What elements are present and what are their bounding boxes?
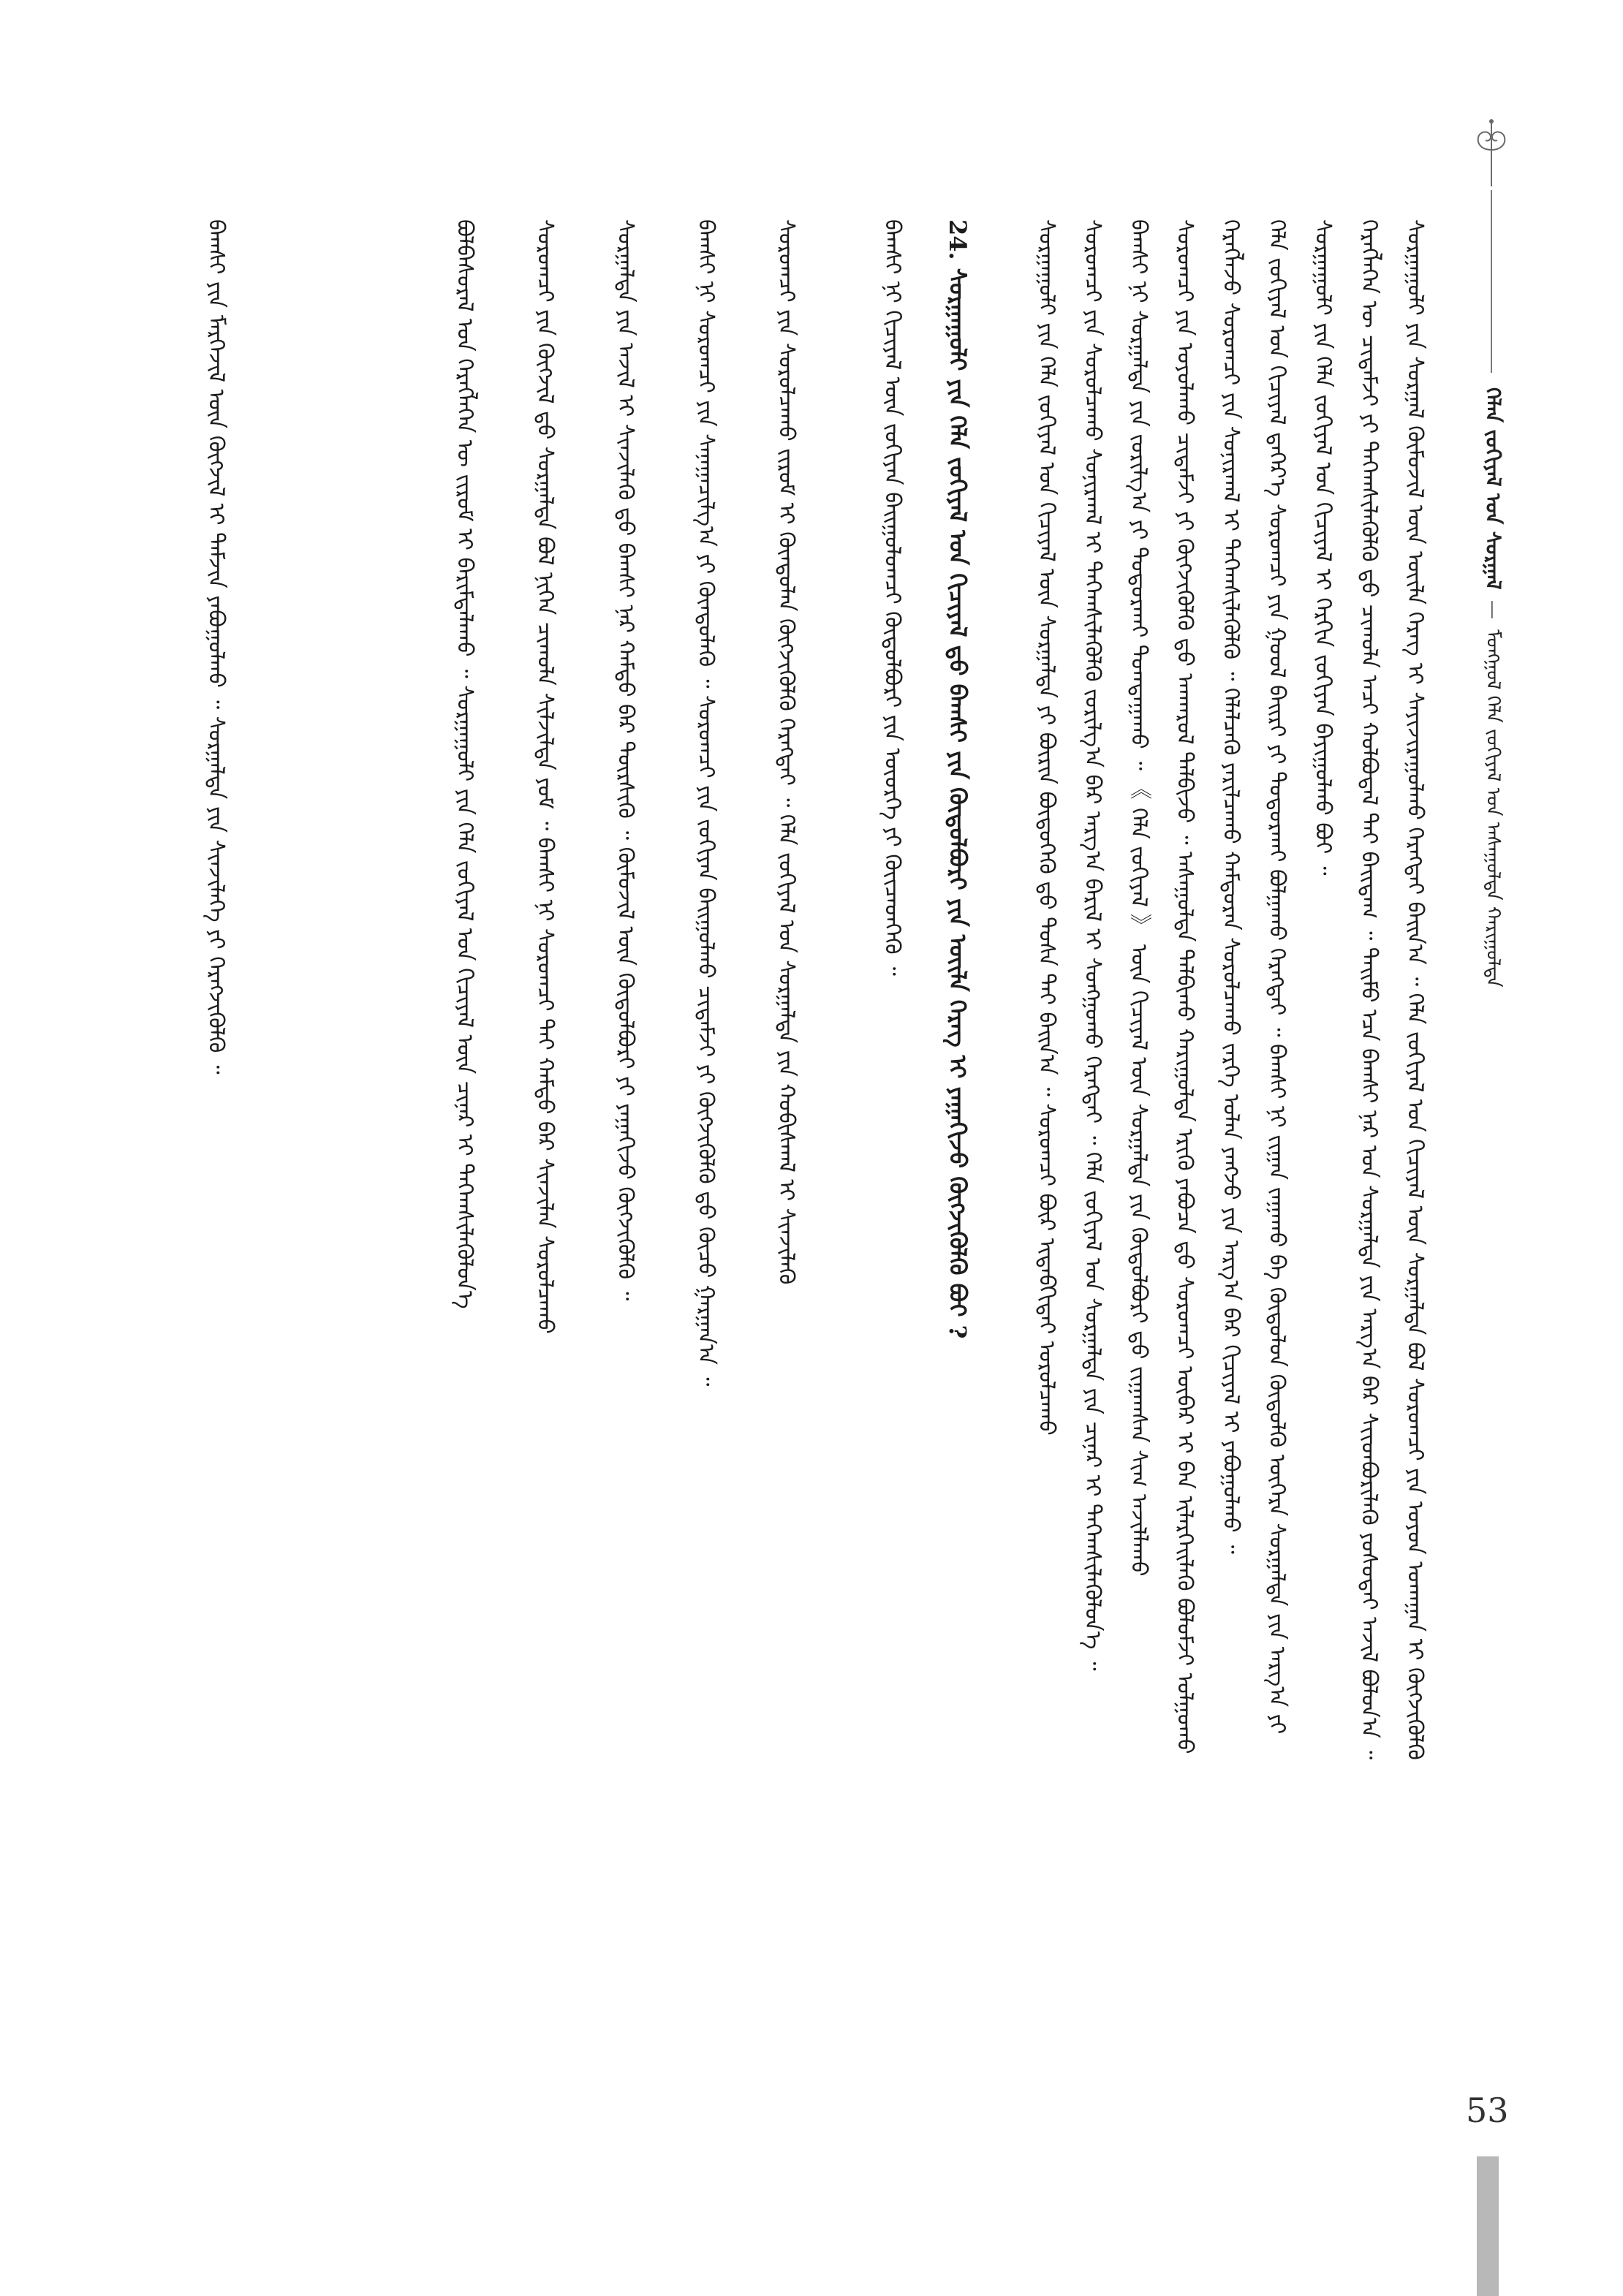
text-column: ᠰᠤᠷᠭᠠᠯᠲᠠ ᠶᠢᠨ ᠠᠵᠢᠯ ᠢ ᠰᠢᠨᠵᠢᠯᠡᠬᠦ ᠳ᠋ᠤ ᠪᠠᠭᠰᠢ ᠨᠠᠷ ᠬᠠᠮᠲᠤ ᠪᠡᠷ ᠲᠦᠷᠰᠢᠬᠦ ᠃ ᠬᠦᠮᠦᠵᠢᠯ ᠦᠨ ᠬᠥᠲᠦᠯᠪᠦᠷᠢ ᠶᠢ ᠶᠠᠭᠠᠬᠢᠵᠤ ᠬᠥᠭᠵᠢᠭᠦᠯᠬᠦ ᠃ (613, 219, 638, 1301)
text-column: ᠪᠠᠭᠰᠢ ᠨᠢ ᠰᠤᠷᠭᠠᠯᠲᠠ ᠶᠢᠨ ᠵᠣᠷᠢᠯᠭ᠎ᠠ ᠶᠢ ᠲᠣᠳᠣᠷᠬᠠᠢ ᠲᠣᠭᠲᠠᠭᠠᠬᠤ ᠃ 《 ᠬᠡᠯᠡ ᠵᠣᠬᠢᠶᠠᠯ 》 ᠦᠨ ᠬᠢᠴᠢᠶᠡᠯ ᠦᠨ ᠰᠤᠷᠭᠠᠯᠲᠠ ᠶᠢᠨ ᠬᠥᠲᠦᠯᠪᠦᠷᠢ ᠳ᠋ᠤ ᠵᠢᠭᠠᠭᠰᠠᠨ ᠰᠢᠭ᠋ ᠠᠵᠢᠯᠯᠠᠬᠤ (1126, 219, 1151, 1577)
text-column: ᠰᠤᠷᠤᠭᠴᠢ ᠶᠢᠨ ᠰᠤᠷᠤᠯᠴᠠᠬᠤ ᠵᠢᠷᠤᠮ ᠢ ᠬᠦᠨᠳᠦᠯᠡᠨ ᠬᠦᠭᠵᠢᠭᠦᠯᠬᠦ ᠬᠡᠷᠡᠭᠲᠡᠢ ᠃ ᠬᠡᠯᠡ ᠵᠣᠬᠢᠶᠠᠯ ᠤᠨ ᠰᠤᠷᠭᠠᠯᠲᠠ ᠶᠢᠨ ᠬᠤᠪᠢᠰᠬᠠᠯ ᠢ ᠰᠢᠨᠵᠢᠯᠡᠬᠦ (773, 219, 799, 1285)
chapter-title: ᠮᠣᠩᠭᠣᠯ ᠬᠡᠯᠡ ᠵᠣᠬᠢᠶᠠᠯ ᠤᠨ ᠠᠰᠠᠭᠤᠯᠲᠠ ᠬᠠᠷᠢᠭᠤᠯᠲᠠ (1482, 629, 1504, 988)
text-column: ᠪᠠᠭᠰᠢ ᠨᠢ ᠬᠢᠴᠢᠶᠡᠯ ᠦᠨ ᠵᠣᠬᠢᠶᠠᠨ ᠪᠠᠢᠭᠤᠯᠤᠭᠴᠢ ᠬᠥᠲᠦᠯᠪᠦᠷᠢ ᠶᠢᠨ ᠦᠦᠷᠭᠡ ᠶᠢ ᠭᠦᠢᠴᠡᠳᠬᠡᠬᠦ ᠃ (879, 219, 905, 976)
text-column: ᠪᠣᠯᠪᠠᠰᠤᠷᠠᠯ ᠤᠨ ᠬᠡᠷᠡᠭᠯᠡᠭᠡᠨ ᠦ ᠵᠢᠷᠤᠮ ᠢ ᠪᠠᠷᠢᠮᠲᠠᠯᠠᠬᠤ ᠃ ᠰᠤᠷᠭᠠᠭᠤᠯᠢ ᠶᠢᠨ ᠬᠡᠯᠡ ᠵᠣᠬᠢᠶᠠᠯ ᠤᠨ ᠬᠢᠴᠢᠶᠡᠯ ᠦᠨ ᠴᠢᠨᠠᠷ ᠢ ᠳᠡᠭᠡᠭ᠍ᠰᠢᠯᠡᠭᠦᠯᠦᠨ᠎ᠡ (452, 219, 477, 1309)
flourish-ornament-icon (1469, 117, 1513, 197)
header-text (1475, 387, 1511, 988)
text-column: ᠰᠤᠷᠭᠠᠭᠤᠯᠢ ᠶᠢᠨ ᠰᠤᠷᠭᠠᠯ ᠬᠦᠮᠦᠵᠢᠯ ᠦᠨ ᠦᠢᠯᠡ ᠬᠡᠷᠡᠭ ᠢ ᠰᠠᠶᠢᠵᠢᠷᠠᠭᠤᠯᠬᠤ ᠬᠡᠷᠡᠭᠲᠡᠢ ᠪᠠᠢᠨ᠎ᠠ ᠃ ᠬᠡᠯᠡ ᠵᠣᠬᠢᠶᠠᠯ ᠤᠨ ᠬᠢᠴᠢᠶᠡᠯ ᠦᠨ ᠰᠤᠷᠭᠠᠯᠲᠠ ᠪᠣᠯ ᠰᠤᠷᠤᠭᠴᠢ ᠶᠢᠨ ᠣᠶᠤᠨ ᠤᠬᠠᠭᠠᠨ ᠢ ᠬᠥᠭᠵᠢᠭᠦᠯᠬᠦ (1402, 219, 1428, 1760)
book-title: ᠬᠡᠯᠡᠨ ᠵᠣᠬᠢᠶᠠᠯ ᠤᠨ ᠰᠤᠷᠭᠠᠯ (1481, 387, 1505, 590)
text-column: ᠰᠤᠷᠤᠭᠴᠢ ᠶᠢᠨ ᠬᠥᠭᠵᠢᠯ ᠳ᠋ᠤ ᠰᠤᠷᠭᠠᠯᠲᠠ ᠪᠣᠯ ᠨᠢᠭᠡᠨ ᠴᠢᠬᠤᠯᠠ ᠰᠢᠯᠵᠢᠯᠲᠡ ᠶᠤᠮ ᠃ ᠪᠠᠭᠰᠢ ᠨᠢ ᠰᠤᠷᠤᠭᠴᠢ ᠲᠠᠢ ᠬᠠᠮᠲᠤ ᠪᠡᠷ ᠰᠢᠨᠵᠢᠯᠡᠨ ᠰᠤᠷᠤᠯᠴᠠᠬᠤ (532, 219, 558, 1334)
text-column: ᠬᠡᠯᠡ ᠵᠣᠬᠢᠶᠠᠯ ᠤᠨ ᠬᠢᠴᠢᠶᠡᠯ ᠳ᠋ᠡᠭᠡᠷ᠎ᠡ ᠰᠤᠷᠤᠭᠴᠢ ᠶᠢᠨ ᠭᠣᠣᠯ ᠪᠠᠢᠷᠢ ᠶᠢ ᠲᠣᠳᠣᠷᠬᠠᠢ ᠪᠣᠯᠭᠠᠬᠤ ᠬᠡᠷᠡᠭᠲᠡᠢ ᠃ ᠪᠠᠭᠰᠢ ᠨᠢ ᠵᠢᠭᠠᠨ ᠵᠠᠭᠠᠬᠤ ᠪᠠ ᠬᠥᠲᠦᠯᠦᠨ ᠬᠥᠲᠥᠯᠬᠦ ᠥᠭᠡᠷᠡ ᠰᠤᠷᠭᠠᠯᠲᠠ ᠶᠢᠨ ᠠᠷᠭ᠎ᠠ ᠶᠢ (1264, 219, 1290, 1735)
running-header (1469, 117, 1513, 1462)
question-heading: 24. ᠰᠤᠷᠭᠠᠭᠤᠯᠢ ᠶᠢᠨ ᠬᠡᠯᠡ ᠵᠣᠬᠢᠶᠠᠯ ᠤᠨ ᠬᠢᠴᠢᠶᠡᠯ ᠳ᠋ᠤ ᠪᠠᠭᠰᠢ ᠶᠢᠨ ᠬᠥᠲᠦᠯᠪᠦᠷᠢ ᠶᠢᠨ ᠦᠢᠯᠡ ᠬᠡᠷᠡᠭ ᠢ ᠶᠠᠭᠠᠬᠢᠵᠤ ᠬᠥᠭᠵᠢᠭᠦᠯᠬᠦ ᠪᠤᠢ ? (944, 219, 972, 1339)
page-edge-bar (1477, 2156, 1499, 2296)
header-rule (1491, 190, 1492, 373)
header-separator: — (1482, 599, 1504, 619)
body-text (186, 219, 1444, 2105)
text-column: ᠰᠤᠷᠭᠠᠭᠤᠯᠢ ᠶᠢᠨ ᠬᠡᠯᠡ ᠵᠣᠬᠢᠶᠠᠯ ᠤᠨ ᠬᠢᠴᠢᠶᠡᠯ ᠦᠨ ᠰᠤᠷᠭᠠᠯᠲᠠ ᠶᠢ ᠪᠦᠷᠢᠨ ᠪᠦᠲᠦᠭᠡᠬᠦ ᠳ᠋ᠤ ᠲᠤᠰᠠ ᠲᠠᠢ ᠪᠠᠢᠨ᠎ᠠ ᠃ ᠰᠤᠷᠤᠭᠴᠢ ᠪᠦᠷ ᠢᠳᠡᠪᠬᠢᠲᠡᠢ ᠣᠷᠣᠯᠴᠠᠬᠤ (1034, 219, 1059, 1436)
text-column: ᠪᠠᠭᠰᠢ ᠶᠢᠨ ᠮᠡᠷᠭᠡᠵᠢᠯ ᠦᠨ ᠬᠥᠭᠵᠢᠯ ᠢ ᠳᠡᠮᠵᠢᠨ ᠶᠠᠪᠤᠭᠤᠯᠬᠤ ᠃ ᠰᠤᠷᠭᠠᠯᠲᠠ ᠶᠢᠨ ᠰᠢᠨᠵᠢᠯᠡᠭᠡ ᠶᠢ ᠬᠡᠷᠡᠭᠵᠢᠭᠦᠯᠬᠦ ᠃ (203, 219, 229, 1075)
text-column: ᠪᠠᠭᠰᠢ ᠨᠢ ᠰᠤᠷᠤᠭᠴᠢ ᠶᠢᠨ ᠰᠠᠨᠠᠭᠠᠴᠢᠯᠭ᠎ᠠ ᠶᠢ ᠬᠦᠨᠳᠦᠯᠡᠬᠦ ᠃ ᠰᠤᠷᠤᠭᠴᠢ ᠶᠢᠨ ᠵᠣᠬᠢᠶᠠᠨ ᠪᠠᠢᠭᠤᠯᠬᠤ ᠴᠢᠳᠠᠮᠵᠢ ᠶᠢ ᠬᠥᠭᠵᠢᠭᠦᠯᠬᠦ ᠳ᠋ᠤ ᠬᠦᠴᠦ ᠭᠠᠷᠭᠠᠨ᠎ᠠ ᠃ (693, 219, 719, 1387)
text-column: ᠰᠤᠷᠤᠭᠴᠢ ᠶᠢᠨ ᠰᠤᠷᠤᠯᠴᠠᠬᠤ ᠰᠣᠨᠢᠷᠬᠠᠯ ᠢ ᠳᠡᠭᠡᠭ᠍ᠰᠢᠯᠡᠭᠦᠯᠬᠦ ᠵᠣᠷᠢᠯᠭ᠎ᠠ ᠪᠠᠷ ᠠᠷᠭ᠎ᠠ ᠪᠠᠷᠢᠯ ᠢ ᠰᠣᠩᠭᠣᠬᠤ ᠬᠡᠷᠡᠭᠲᠡᠢ ᠃ ᠬᠡᠯᠡ ᠵᠣᠬᠢᠶᠠᠯ ᠤᠨ ᠰᠤᠷᠭᠠᠯᠲᠠ ᠶᠢᠨ ᠴᠢᠨᠠᠷ ᠢ ᠳᠡᠭᠡᠭ᠍ᠰᠢᠯᠡᠭᠦᠯᠦᠨ᠎ᠡ ᠃ (1080, 219, 1105, 1671)
text-column: ᠰᠤᠷᠭᠠᠭᠤᠯᠢ ᠶᠢᠨ ᠬᠡᠯᠡ ᠵᠣᠬᠢᠶᠠᠯ ᠤᠨ ᠬᠢᠴᠢᠶᠡᠯ ᠢ ᠬᠡᠷᠬᠢᠨ ᠵᠣᠬᠢᠶᠠᠨ ᠪᠠᠶᠢᠭᠤᠯᠬᠤ ᠪᠤᠢ ᠃ (1310, 219, 1336, 876)
text-column: ᠰᠤᠷᠤᠭᠴᠢ ᠶᠢᠨ ᠣᠶᠤᠯᠠᠬᠤ ᠴᠢᠳᠠᠮᠵᠢ ᠶᠢ ᠬᠥᠭᠵᠢᠭᠦᠯᠬᠦ ᠳ᠋ᠤ ᠠᠨᠬᠠᠷᠤᠯ ᠲᠠᠯᠪᠢᠵᠤ ᠃ ᠠᠰᠠᠭᠤᠯᠲᠠ ᠲᠠᠯᠪᠢᠬᠤ ᠬᠠᠷᠢᠭᠤᠯᠲᠠ ᠡᠷᠢᠬᠦ ᠶᠠᠪᠤᠴᠠ ᠳ᠋ᠤ ᠰᠤᠷᠤᠭᠴᠢ ᠥᠪᠡᠷ ᠢ ᠪᠡᠨ ᠢᠯᠡᠷᠬᠡᠢᠯᠡᠬᠦ ᠪᠣᠯᠤᠮᠵᠢ ᠣᠯᠭᠣᠬᠤ (1172, 219, 1198, 1754)
text-column: ᠬᠡᠷᠡᠭᠯᠡᠵᠦ ᠰᠤᠷᠤᠭᠴᠢ ᠶᠢᠨ ᠰᠣᠨᠢᠷᠬᠠᠯ ᠢ ᠳᠡᠭᠡᠭ᠍ᠰᠢᠯᠡᠭᠦᠯᠬᠦ ᠃ ᠬᠡᠯᠡᠯᠴᠡᠬᠦ ᠶᠠᠷᠢᠯᠴᠠᠬᠤ ᠬᠠᠮᠲᠤᠷᠠᠨ ᠰᠤᠷᠤᠯᠴᠠᠬᠤ ᠵᠡᠷᠭᠡ ᠣᠯᠠᠨ ᠶᠠᠩᠵᠤ ᠶᠢᠨ ᠠᠷᠭ᠎ᠠ ᠪᠠᠷ ᠬᠢᠴᠢᠶᠡᠯ ᠢ ᠶᠠᠪᠤᠭᠤᠯᠬᠤ ᠃ (1218, 219, 1244, 1554)
page-number: 53 (1466, 2091, 1509, 2130)
text-column: ᠬᠡᠷᠡᠭᠯᠡᠭᠡᠨ ᠦ ᠴᠢᠳᠠᠮᠵᠢ ᠶᠢ ᠳᠡᠭᠡᠭ᠍ᠰᠢᠯᠡᠭᠦᠯᠬᠦ ᠳ᠋ᠤ ᠴᠢᠬᠤᠯᠠ ᠠᠴᠢ ᠬᠣᠯᠪᠣᠳᠠᠯ ᠲᠠᠢ ᠪᠠᠢᠳᠠᠭ ᠃ ᠲᠡᠢᠮᠦ ᠡᠴᠡ ᠪᠠᠭᠰᠢ ᠨᠠᠷ ᠤᠨ ᠰᠤᠷᠭᠠᠯᠲᠠ ᠶᠢᠨ ᠠᠷᠭ᠎ᠠ ᠪᠠᠷ ᠰᠢᠢᠳᠪᠦᠷᠢᠯᠡᠬᠦ ᠶᠣᠰᠣᠲᠠᠢ ᠠᠵᠢᠯ ᠪᠣᠯᠤᠨ᠎ᠠ ᠃ (1356, 219, 1382, 1760)
